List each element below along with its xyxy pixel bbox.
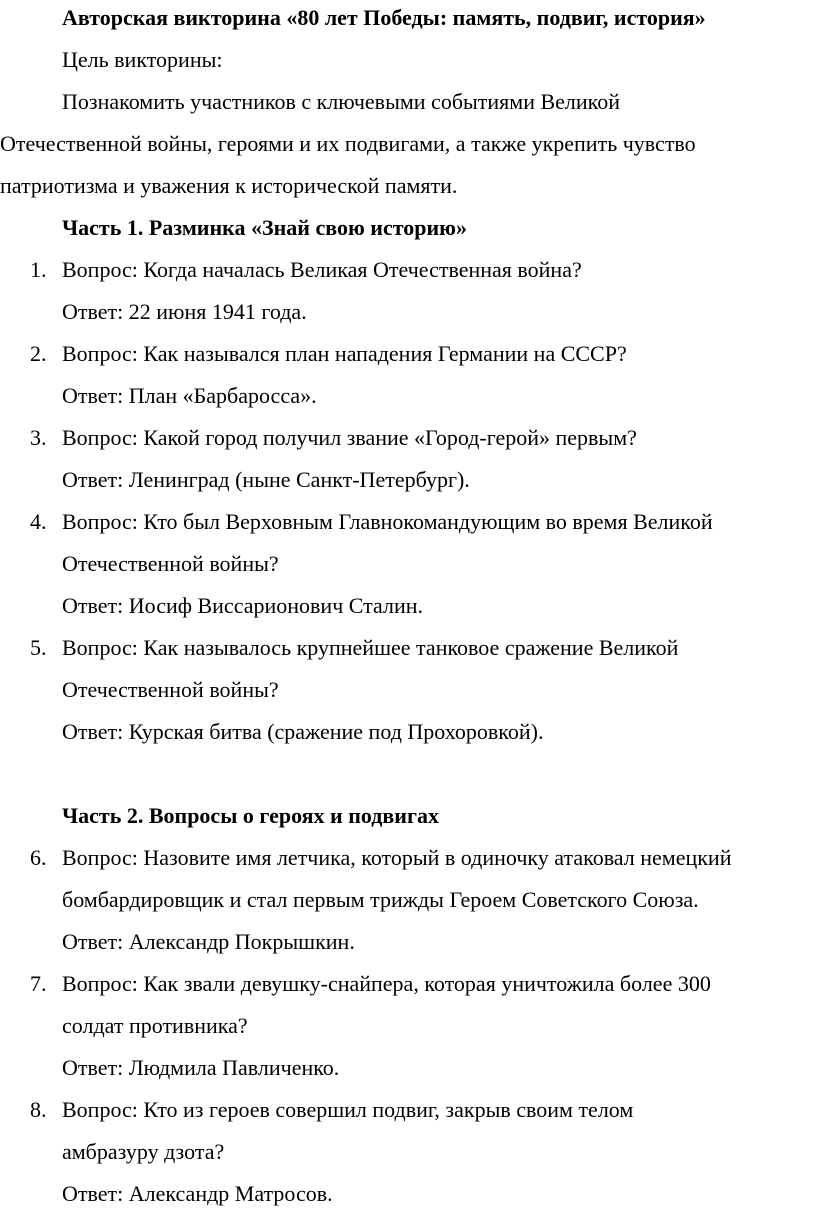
question-text: Вопрос: Как называлось крупнейшее танковое сражение Великой	[62, 635, 679, 660]
question-text: солдат противника?	[62, 1013, 248, 1038]
question-number: 4.	[30, 509, 47, 534]
question-text: Вопрос: Как назывался план нападения Германии на СССР?	[62, 341, 627, 366]
answer-text: Ответ: Курская битва (сражение под Прохоровкой).	[62, 719, 544, 744]
question-text: Вопрос: Какой город получил звание «Город-герой» первым?	[62, 425, 637, 450]
question-text: Вопрос: Кто из героев совершил подвиг, закрыв своим телом	[62, 1097, 634, 1122]
question-text: Вопрос: Назовите имя летчика, который в одиночку атаковал немецкий	[62, 845, 732, 870]
answer-text: Ответ: 22 июня 1941 года.	[62, 299, 307, 324]
goal-line: Отечественной войны, героями и их подвигами, а также укрепить чувство	[0, 131, 696, 156]
question-text: Вопрос: Как звали девушку-снайпера, которая уничтожила более 300	[62, 971, 711, 996]
question-number: 3.	[30, 425, 47, 450]
answer-text: Ответ: План «Барбаросса».	[62, 383, 317, 408]
goal-line: Познакомить участников с ключевыми событиями Великой	[62, 89, 621, 114]
question-text: Вопрос: Когда началась Великая Отечественная война?	[62, 257, 582, 282]
question-number: 2.	[30, 341, 47, 366]
answer-text: Ответ: Александр Покрышкин.	[62, 929, 355, 954]
question-text: бомбардировщик и стал первым трижды Героем Советского Союза.	[62, 887, 699, 912]
answer-text: Ответ: Людмила Павличенко.	[62, 1055, 340, 1080]
answer-text: Ответ: Александр Матросов.	[62, 1181, 333, 1206]
question-text: Отечественной войны?	[62, 677, 279, 702]
answer-text: Ответ: Иосиф Виссарионович Сталин.	[62, 593, 424, 618]
answer-text: Ответ: Ленинград (ныне Санкт-Петербург).	[62, 467, 470, 492]
question-text: Отечественной войны?	[62, 551, 279, 576]
goal-label: Цель викторины:	[62, 47, 223, 72]
document-title: Авторская викторина «80 лет Победы: память, подвиг, история»	[62, 5, 706, 30]
question-number: 1.	[30, 257, 47, 282]
part2-title: Часть 2. Вопросы о героях и подвигах	[62, 803, 439, 828]
question-number: 6.	[30, 845, 47, 870]
question-text: амбразуру дзота?	[62, 1139, 225, 1164]
goal-line: патриотизма и уважения к исторической памяти.	[0, 173, 458, 198]
question-number: 5.	[30, 635, 47, 660]
part1-title: Часть 1. Разминка «Знай свою историю»	[62, 215, 467, 240]
question-number: 8.	[30, 1097, 47, 1122]
question-number: 7.	[30, 971, 47, 996]
question-text: Вопрос: Кто был Верховным Главнокомандующим во время Великой	[62, 509, 713, 534]
